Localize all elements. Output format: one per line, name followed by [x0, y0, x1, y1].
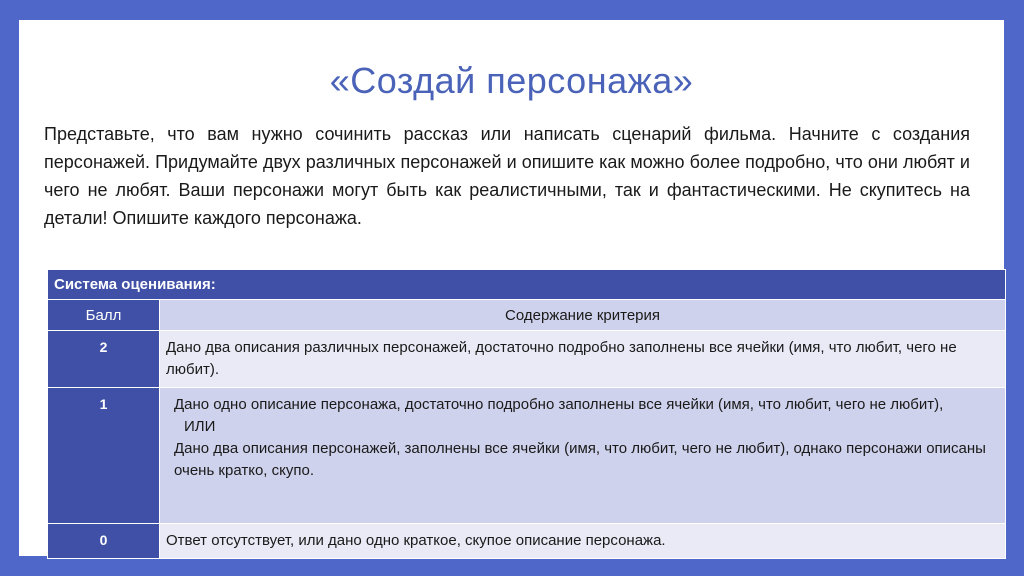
column-header-row — [48, 300, 1006, 331]
table-row — [48, 388, 1006, 524]
task-description: Представьте, что вам нужно сочинить рассказ или написать сценарий фильма. Начните с создания персонажей. Придумайте двух различных персонажей и опишите как можно более подробно, что они любят и чего не любят. Ваши персонажи могут быть как реалистичными, так и фантастическими. Не скупитесь на детали! Опишите каждого персонажа. — [44, 124, 970, 228]
table-row — [48, 331, 1006, 388]
criteria-cell — [160, 388, 1006, 524]
criteria-or-separator: ИЛИ — [184, 418, 216, 435]
criteria-column-header: Содержание критерия — [160, 300, 1006, 331]
slide — [19, 20, 1004, 556]
score-cell: 2 — [48, 331, 160, 388]
score-column-header: Балл — [48, 300, 160, 331]
grading-header-row — [48, 270, 1006, 300]
score-cell: 0 — [48, 524, 160, 559]
table-row — [48, 524, 1006, 559]
criteria-cell: Ответ отсутствует, или дано одно краткое, скупое описание персонажа. — [160, 524, 1006, 559]
slide-title: «Создай персонажа» — [329, 60, 694, 101]
criteria-option-1: Дано одно описание персонажа, достаточно подробно заполнены все ячейки (имя, что любит, чего не любит), — [174, 396, 944, 413]
grading-table — [47, 269, 1006, 559]
criteria-option-2: Дано два описания персонажей, заполнены все ячейки (имя, что любит, чего не любит), однако персонажи описаны очень кратко, скупо. — [174, 440, 986, 479]
grading-header: Система оценивания: — [48, 270, 1006, 300]
criteria-cell: Дано два описания различных персонажей, достаточно подробно заполнены все ячейки (имя, что любит, чего не любит). — [160, 331, 1006, 388]
score-cell: 1 — [48, 388, 160, 524]
